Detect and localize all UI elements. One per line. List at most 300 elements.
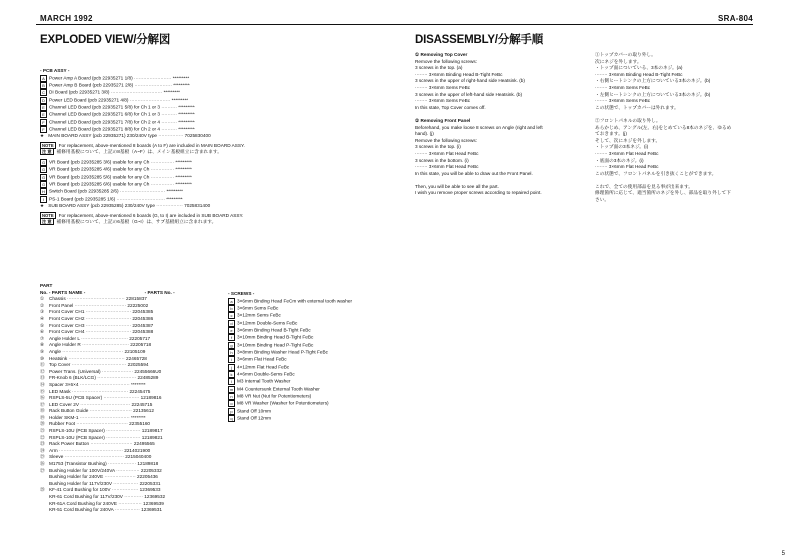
disassembly-line-jp: ておきます。(j)	[595, 131, 627, 137]
parts-name: Power Trans. (Universal)	[49, 368, 102, 374]
pcb-part-no: *********	[174, 159, 192, 165]
disassembly-line: hand). (j)	[415, 131, 434, 137]
parts-name: Bushing Holder for 100V/240VA	[49, 467, 117, 473]
parts-row	[40, 468, 175, 475]
pcb-key: E	[40, 104, 47, 111]
screw-row	[228, 334, 352, 341]
pcb-dots: ························	[134, 82, 172, 88]
screw-row	[228, 312, 352, 319]
pcb-name: Switch Board (pcb 22935285 2/6)	[49, 189, 120, 195]
disassembly-jp	[595, 52, 760, 204]
pcb-name: SUB BOARD ASSY (pcb 22935285) 230/240V type	[48, 202, 157, 208]
parts-name: Front Panel	[49, 302, 75, 308]
parts-dots: ······················	[106, 428, 141, 434]
parts-name: Sleeve	[49, 454, 65, 460]
parts-name: KR-61A Cord Bushing for 240VE	[49, 500, 119, 506]
parts-number: 22455666U0	[133, 368, 162, 374]
parts-number: 22135612	[131, 408, 154, 414]
screw-key: k	[228, 371, 235, 378]
screw-key: l	[228, 378, 235, 385]
parts-dots: ·································	[76, 421, 128, 427]
pcb-name: VR Board (pcb 22935285 5/6) usable for any Ch	[49, 174, 151, 180]
parts-dots: ······························	[82, 342, 129, 348]
disassembly-line: In this state, you will be able to draw out the Front Panel.	[415, 170, 533, 176]
pcb-dots: ···············	[150, 159, 175, 165]
screw-row	[228, 356, 352, 363]
parts-name: Arm	[49, 447, 59, 453]
disassembly-line-jp: ········ 3×6mm Sems FeBc	[595, 84, 651, 90]
parts-name: Bushing Holder for 117V/230V	[49, 480, 114, 486]
parts-name: Heatsink	[49, 355, 69, 361]
parts-index: ⑱	[40, 408, 45, 414]
parts-index: ⑤	[40, 322, 45, 328]
disassembly-line-jp: 次にネジを外します。	[595, 58, 642, 64]
screw-row	[228, 364, 352, 371]
parts-number: 12189821	[140, 434, 163, 440]
parts-dots: ··················	[107, 461, 137, 467]
parts-number: 12369532	[142, 494, 166, 499]
parts-list	[40, 296, 175, 514]
pcb-key: ★	[40, 202, 45, 208]
screw-desc: Stand Off 12mm	[237, 415, 272, 421]
pcb-item	[40, 97, 245, 104]
disassembly-line-jp: ・トップ面についている、3本のネジ。(a)	[595, 65, 683, 71]
parts-number: 2215040400	[123, 454, 152, 460]
parts-index: ⑭	[40, 381, 45, 387]
disassembly-line-jp	[595, 111, 760, 118]
parts-row	[40, 303, 175, 310]
screw-desc: 4×6mm Double-Sems FeBc	[237, 371, 295, 377]
screw-row	[228, 320, 352, 327]
parts-dots: ······························	[81, 335, 128, 341]
screw-desc: Stand Off 10mm	[237, 408, 272, 414]
parts-index: ㉖	[40, 461, 45, 467]
pcb-item	[40, 133, 245, 140]
screw-row	[228, 378, 352, 385]
pcb-dots: ··········	[161, 104, 177, 110]
parts-number: 22245475	[128, 388, 151, 394]
pcb-dots: ·····························	[119, 189, 166, 195]
pcb-key: C	[40, 89, 47, 96]
disassembly-line-jp: そして、次にネジを外します。	[595, 137, 661, 143]
disassembly-line: ········ 3×6mm Flat Head FeBc	[415, 164, 479, 170]
parts-row	[40, 507, 175, 514]
pcb-name: Channel LED Board (pcb 22935271 5/8) for Ch 1 or 3	[49, 104, 162, 110]
parts-row	[40, 501, 175, 508]
pcb-list-2	[40, 159, 245, 210]
parts-name: Angle	[49, 348, 63, 354]
pcb-item	[40, 174, 245, 181]
parts-index: ⑪	[40, 362, 45, 368]
parts-number: 22495565	[132, 441, 155, 447]
pcb-list-1	[40, 75, 245, 140]
screw-desc: 3×12mm Double-Sems FeBc	[237, 320, 298, 326]
pcb-name: Channel LED Board (pcb 22935271 8/8) for Ch 2 or 4	[49, 126, 162, 132]
parts-row	[40, 316, 175, 323]
parts-index: ⑧	[40, 342, 45, 348]
disassembly-line-jp: ········ 3×6mm Binding Head B-Tight FeBc	[595, 71, 683, 77]
disassembly-line-jp: さい。	[595, 197, 610, 203]
pcb-name: VR Board (pcb 22935285 3/6) usable for any Ch	[49, 159, 151, 165]
pcb-item	[40, 188, 245, 195]
parts-number: 22465728	[124, 355, 147, 361]
screw-row	[228, 393, 352, 400]
parts-number: 22205436	[135, 474, 158, 480]
parts-number: 22225002	[126, 302, 149, 308]
screw-row	[228, 305, 352, 312]
pcb-name: Channel LED Board (pcb 22935271 6/8) for Ch 1 or 3	[49, 111, 162, 117]
parts-index: ㉓	[40, 441, 45, 447]
screw-desc: M3 Internal Tooth Washer	[237, 378, 291, 384]
screw-row	[228, 415, 352, 422]
pcb-dots: ··········	[161, 111, 177, 117]
disassembly-line: In this state, Top Cover comes off.	[415, 104, 486, 110]
disassembly-line-jp: この状態で、トップカバーは外れます。	[595, 104, 679, 110]
disassembly-line: ········ 3×6mm Sems FeBc	[415, 98, 471, 104]
parts-dots: ················	[114, 507, 140, 513]
parts-dots: ································	[80, 401, 131, 407]
pcb-item	[40, 75, 245, 82]
screw-key: j	[228, 364, 235, 371]
parts-number: 12369533	[138, 487, 161, 493]
parts-number: ********	[129, 381, 146, 387]
pcb-item	[40, 119, 245, 126]
parts-dots: ·····························	[85, 315, 132, 321]
parts-name: LED Cover 2V	[49, 401, 81, 407]
pcb-item	[40, 166, 245, 173]
parts-name: KR-51 Cord Bushing for 240VA	[49, 507, 115, 513]
pcb-name: MAIN BOARD ASSY (pcb 22935271) 230/240V type	[48, 133, 159, 139]
parts-header: No. - PARTS NAME - - PARTS No. -	[40, 289, 175, 295]
parts-dots: ·········································	[58, 447, 123, 453]
parts-dots: ·····························	[85, 322, 132, 328]
pcb-key: F	[40, 126, 47, 133]
parts-number: 12189818	[136, 461, 159, 467]
parts-row	[40, 487, 175, 494]
screw-row	[228, 327, 352, 334]
pcb-part-no: *********	[176, 111, 195, 117]
parts-dots: ····································	[68, 355, 125, 361]
screw-key: p	[228, 408, 235, 415]
parts-dots: ············	[124, 494, 143, 499]
pcb-part-no: *********	[171, 82, 190, 88]
parts-index: ②	[40, 302, 45, 308]
pcb-key: ★	[40, 133, 45, 139]
parts-name: Front Cover CH4	[49, 329, 86, 335]
screw-key: b	[228, 305, 235, 312]
parts-row	[40, 461, 175, 468]
parts-number: 22045388	[131, 329, 154, 335]
pcb-dots: ·······························	[116, 196, 165, 202]
parts-index: ㉒	[40, 434, 45, 440]
left-title: EXPLODED VIEW/分解図	[40, 34, 171, 46]
disassembly-line	[415, 177, 580, 184]
pcb-key: A	[40, 75, 47, 82]
screw-key: n	[228, 393, 235, 400]
parts-row	[40, 408, 175, 415]
parts-number: 12369531	[139, 507, 162, 513]
pcb-name: Power Amp A Board (pcb 22935271 1/8)	[49, 75, 134, 81]
screw-row	[228, 342, 352, 349]
screw-row	[228, 371, 352, 378]
pcb-part-no: *********	[176, 119, 195, 125]
screw-key: c	[228, 312, 235, 319]
disassembly-line-jp: この状態で、フロントパネルを引き抜くことができます。	[595, 170, 717, 176]
parts-dots: ································	[79, 414, 130, 420]
parts-number: 12369539	[141, 500, 164, 506]
disassembly-line: Beforehand, you make loose 8 screws on Angle (right and left	[415, 124, 543, 130]
pcb-dots: ···············	[150, 181, 175, 187]
screw-row	[228, 386, 352, 393]
parts-index: ⑩	[40, 355, 45, 361]
disassembly-line-jp: 修理箇所に応じて、適当箇所のネジを外し、部品を取り外して下	[595, 190, 731, 196]
parts-row	[40, 395, 175, 402]
pcb-item	[40, 181, 245, 188]
pcb-part-no: *********	[176, 126, 195, 132]
disassembly-en	[415, 52, 580, 197]
screw-row	[228, 408, 352, 415]
screw-key: e	[228, 327, 235, 334]
pcb-name: Power Amp B Board (pcb 22935271 2/8)	[49, 82, 135, 88]
parts-dots: ················	[113, 480, 139, 486]
disassembly-line: Remove the following screws:	[415, 137, 478, 143]
disassembly-line: ········ 3×6mm Flat Head FeBc	[415, 150, 479, 156]
pcb-dots: ··········	[161, 119, 177, 125]
pcb-key: B	[40, 82, 47, 89]
pcb-name: DI Board (pcb 22935271 3/8)	[49, 89, 111, 95]
parts-dots: ·····························	[85, 329, 132, 335]
parts-name: KF-41 Cord Bushing for 100V	[49, 487, 112, 493]
parts-index: ⑨	[40, 348, 45, 354]
parts-number: 22025594	[126, 362, 149, 368]
disassembly-line-jp: ········ 3×6mm Sems FeBc	[595, 98, 651, 104]
parts-dots: ···························	[90, 441, 133, 447]
pcb-part-no: *********	[174, 174, 192, 180]
parts-number: 22205332	[139, 467, 162, 473]
pcb-name: VR Board (pcb 22935285 4/6) usable for any Ch	[49, 167, 151, 173]
pcb-part-no: *********	[171, 75, 190, 81]
pcb-dots: ··········	[161, 126, 177, 132]
parts-name: Holder SKM-1	[49, 414, 80, 420]
parts-index: ①	[40, 296, 45, 302]
parts-row	[40, 375, 175, 382]
header-rule	[36, 24, 753, 25]
pcb-item	[40, 104, 245, 111]
disassembly-line: 3 screws in the top. (i)	[415, 144, 461, 150]
disassembly-line-jp: ②フロントパネルの取り外し。	[595, 117, 661, 123]
parts-row	[40, 336, 175, 343]
pcb-name: PS-1 Board (pcb 22935285 1/6)	[49, 196, 117, 202]
parts-index: ⑬	[40, 375, 45, 381]
parts-index: ③	[40, 309, 45, 315]
screw-row	[228, 349, 352, 356]
parts-number: 22205331	[138, 480, 161, 486]
parts-index: ⑳	[40, 421, 45, 427]
pcb-key: G	[41, 181, 46, 187]
disassembly-line-jp: ・右側ヒートシンクの上方についている3本のネジ。(b)	[595, 78, 711, 84]
disassembly-line	[415, 111, 580, 118]
parts-row	[40, 342, 175, 349]
parts-number: 22105109	[123, 348, 146, 354]
parts-dots: ···································	[71, 362, 127, 368]
pcb-key: G	[41, 167, 46, 173]
parts-number: 22205718	[128, 342, 152, 348]
screw-desc: 3×8mm Binding Washer Head P-Tight FeBc	[237, 349, 328, 355]
disassembly-line: ① Removing Top Cover	[415, 52, 468, 57]
screw-desc: M4 Countersunk External Tooth Washer	[237, 386, 320, 392]
parts-name: Angle Holder R	[49, 342, 83, 348]
disassembly-line-jp: ・左側ヒートシンクの上方についている3本のネジ。(b)	[595, 91, 711, 97]
parts-dots: ····················	[104, 474, 136, 480]
screw-desc: 3×6mm Binding Head B-Tight FeBc	[237, 327, 311, 333]
pcb-name: Channel LED Board (pcb 22935271 7/8) for Ch 2 or 4	[49, 119, 162, 125]
pcb-key: F	[40, 119, 47, 126]
parts-dots: ·······································	[62, 348, 124, 354]
disassembly-line: 3 screws in the bottom. (i)	[415, 157, 469, 163]
pcb-part-no: *********	[170, 97, 189, 103]
parts-name: FR-Knob 6 (BLK/LCG)	[49, 375, 98, 381]
pcb-key: G	[41, 160, 46, 165]
parts-row	[40, 494, 175, 501]
screw-desc: 3×10mm Binding Head B-Tight FeBc	[237, 334, 314, 340]
note-2-jp: 注 意 補修用基板について、上記の6基板（G~I）は、サブ基板組立に含まれます。	[42, 219, 217, 225]
parts-dots: ···············	[118, 500, 142, 506]
parts-name: Top Cover	[49, 362, 72, 368]
parts-number: ********	[129, 414, 146, 420]
parts-number: 22045387	[131, 322, 154, 328]
screw-key: f	[228, 334, 235, 341]
note-2: NOTE For replacement, above-mentioned 6 boards (G, to I) are included in SUB BOARD ASSY.	[42, 212, 244, 218]
parts-name: RSPLS-10U (PCB Spacer)	[49, 434, 107, 440]
screws-header: - SCREWS -	[228, 291, 255, 296]
parts-name: Chassis	[49, 296, 67, 302]
disassembly-line-jp: あらかじめ、アングル(左、右)をとめている8本のネジを、ゆるめ	[595, 124, 732, 130]
parts-number: 22205717	[127, 335, 151, 341]
parts-index: ㉑	[40, 428, 45, 434]
parts-index: ⑫	[40, 368, 45, 374]
parts-dots: ·····································	[66, 296, 125, 302]
parts-name: Spacer 3×6×4	[49, 381, 80, 387]
disassembly-line: 3 screws in the upper of left-hand side Heatsink. (b)	[415, 91, 523, 97]
pcb-item	[40, 111, 245, 118]
parts-row	[40, 329, 175, 336]
pcb-key: E	[40, 111, 47, 118]
screw-key: o	[228, 400, 235, 407]
disassembly-line: 3 screws in the top. (a)	[415, 65, 463, 71]
parts-number: 12189816	[139, 395, 162, 401]
pcb-section	[40, 68, 245, 226]
parts-name: Front Cover CH1	[49, 309, 86, 315]
pcb-part-no: 7025831400	[182, 202, 211, 208]
screw-desc: 4×12mm Flat Head FeBc	[237, 364, 290, 370]
note-1-jp: 注 意 補修用基板について、上記の8基板（A~F）は、メイン基板組立に含まれます。	[42, 149, 222, 155]
screw-row	[228, 298, 352, 305]
disassembly-line-jp: ········ 3×6mm Flat Head FeBc	[595, 150, 659, 156]
screw-desc: M8 VR Nut (Nut for Potentiometers)	[237, 393, 312, 399]
parts-name: Bushing Holder for 240VE	[49, 474, 105, 480]
pcb-name: VR Board (pcb 22935285 6/6) usable for any Ch	[49, 181, 151, 187]
note-1: NOTE For replacement, above-mentioned 8 boards (A to F) are included in MAIN BOARD ASSY.	[42, 142, 245, 148]
pcb-dots: ·································	[110, 89, 163, 95]
screw-key: g	[228, 342, 235, 349]
pcb-part-no: *********	[174, 167, 192, 173]
pcb-key: D	[40, 97, 47, 104]
pcb-item	[40, 196, 245, 203]
screw-key: i	[228, 356, 235, 363]
parts-row	[40, 474, 175, 481]
pcb-key: H	[40, 188, 47, 195]
pcb-dots: ···············	[150, 167, 175, 173]
pcb-name: Power LED Board (pcb 22935271 4/8)	[49, 97, 130, 103]
parts-index: ⑮	[40, 388, 45, 394]
pcb-part-no: *********	[162, 89, 181, 95]
parts-dots: ·························	[97, 375, 137, 381]
screw-key: m	[229, 386, 234, 392]
screw-key: d	[228, 320, 235, 327]
parts-number: 22045385	[131, 309, 154, 315]
parts-row	[40, 382, 175, 389]
screw-desc: 3×6mm Sems FeBc	[237, 305, 279, 311]
parts-name: Front Cover CH2	[49, 315, 86, 321]
disassembly-line: ········ 3×6mm Sems FeBc	[415, 84, 471, 90]
screw-key: a	[228, 298, 235, 305]
parts-number: 22485289	[136, 375, 159, 381]
pcb-part-no: *********	[176, 104, 195, 110]
parts-dots: ····································	[71, 388, 129, 394]
parts-row	[40, 428, 175, 435]
pcb-key: I	[40, 196, 47, 203]
parts-dots: ································	[79, 381, 130, 387]
pcb-part-no: *********	[165, 189, 183, 195]
parts-index: ㉕	[40, 454, 45, 460]
right-title: DISASSEMBLY/分解手順	[415, 34, 544, 46]
parts-number: 12189817	[140, 428, 163, 434]
pcb-part-no: *********	[174, 181, 192, 187]
parts-row	[40, 362, 175, 369]
disassembly-line-jp	[595, 177, 760, 184]
pcb-dots: ·················	[156, 202, 183, 208]
parts-index: ⑥	[40, 329, 45, 335]
parts-name: M1753 (Transistor Bushing)	[49, 461, 108, 467]
parts-name: Angle Holder L	[49, 335, 82, 341]
pcb-item	[40, 126, 245, 133]
parts-index: ㉘	[40, 487, 45, 493]
parts-name: Rack Button Guide	[49, 408, 90, 414]
pcb-item	[40, 159, 245, 166]
parts-dots: ···························	[89, 408, 132, 414]
parts-row	[40, 349, 175, 356]
parts-name: RSPLS-10U (PCB Spacer)	[49, 428, 107, 434]
parts-name: RSPLS-5U (PCB Spacer)	[49, 395, 104, 401]
parts-dots: ······················	[106, 434, 141, 440]
screw-desc: M8 VR Washer (Washer for Potentiometers)	[237, 400, 329, 406]
parts-number: 2214021900	[122, 447, 151, 453]
disassembly-line-jp: ①トップカバーの取り外し。	[595, 52, 656, 57]
screw-desc: 3×6mm Flat Head FeBc	[237, 356, 287, 362]
header-model: SRA-804	[717, 14, 753, 23]
parts-number: 22355160	[127, 421, 151, 427]
disassembly-line: I wish you remove proper screws according to repaired point.	[415, 190, 542, 196]
parts-dots: ·································	[74, 302, 127, 308]
parts-number: 22245715	[130, 401, 153, 407]
disassembly-line: 3 screws in the upper of right-hand side Heatsink. (b)	[415, 78, 525, 84]
page-number: 5	[781, 551, 785, 557]
parts-dots: ······································	[64, 454, 124, 460]
disassembly-line-jp: ········ 3×6mm Flat Head FeBc	[595, 164, 659, 170]
parts-index: ⑰	[40, 401, 45, 407]
header-date: MARCH 1992	[40, 14, 93, 23]
parts-row	[40, 441, 175, 448]
